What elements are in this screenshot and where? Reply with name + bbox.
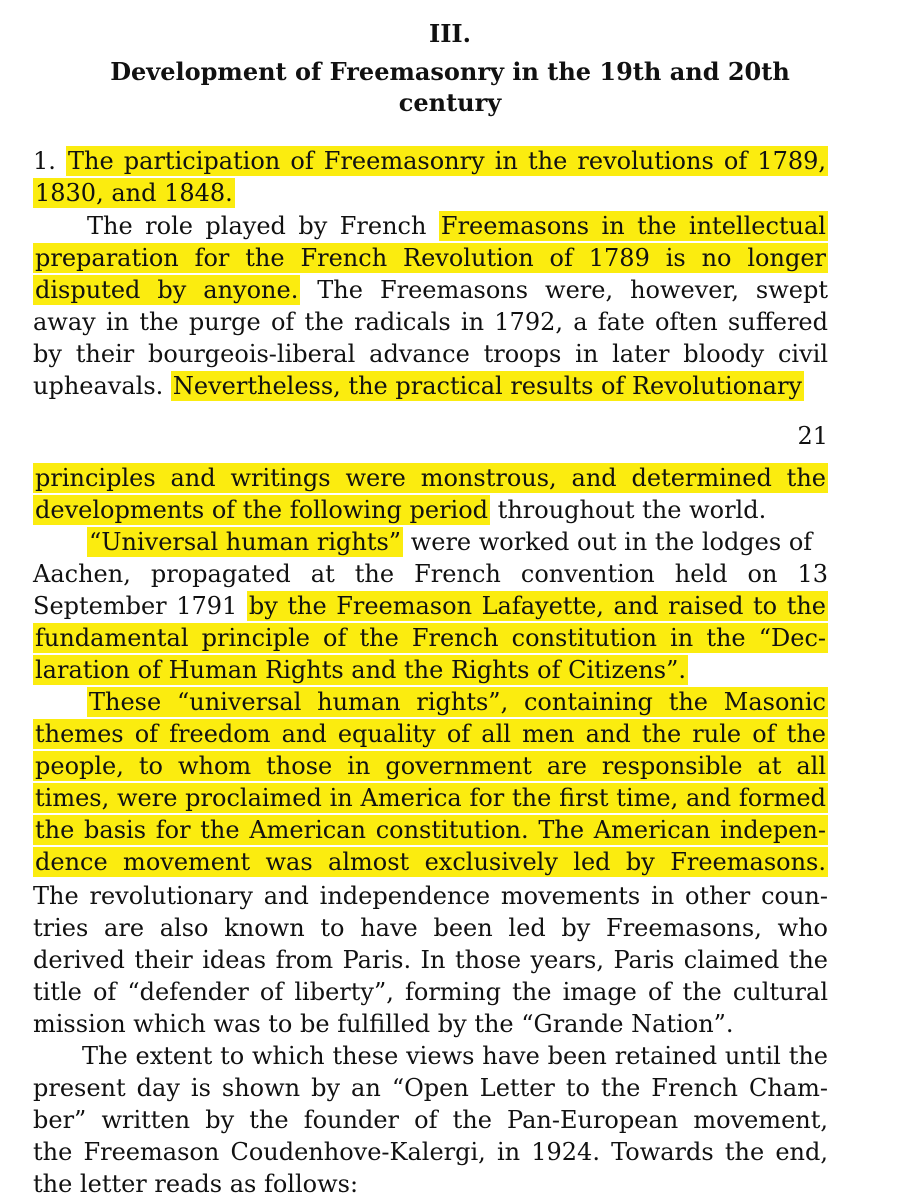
text-line	[33, 750, 828, 784]
text-line	[33, 306, 828, 340]
text-line	[33, 1168, 828, 1202]
text-line	[33, 814, 828, 848]
highlighted-text: “Universal human rights”	[89, 528, 402, 556]
text-line	[33, 370, 828, 404]
text-line	[33, 846, 828, 880]
text-segment: the Freemason Coudenhove-Kalergi, in 1924. Towards the end,	[33, 1138, 828, 1166]
text-segment: 1.	[33, 147, 67, 175]
highlighted-text: by the Freemason Lafayette, and raised to the	[248, 592, 826, 620]
text-segment: were worked out in the lodges of	[403, 528, 813, 556]
highlighted-text: The participation of Freemasonry in the revolutions of 1789,	[68, 147, 827, 175]
text-line	[33, 145, 828, 179]
highlighted-text: 1830, and 1848.	[35, 179, 233, 207]
text-line	[33, 338, 828, 372]
text-line	[33, 1136, 828, 1170]
highlighted-text: dence movement was almost exclusively led by Freemasons.	[35, 848, 826, 876]
text-line	[33, 274, 828, 308]
text-line	[87, 526, 828, 560]
text-segment: Aachen, propagated at the French convention held on 13	[33, 560, 828, 588]
highlighted-text: developments of the following period	[35, 496, 489, 524]
text-line	[87, 210, 828, 244]
text-segment: away in the purge of the radicals in 1792, a fate often suffered	[33, 308, 828, 336]
text-segment: by their bourgeois-liberal advance troops in later bloody civil	[33, 340, 828, 368]
highlighted-text: themes of freedom and equality of all men and the rule of the	[35, 720, 826, 748]
text-segment: The revolutionary and independence movements in other coun-	[33, 882, 828, 910]
text-line	[33, 242, 828, 276]
text-line	[33, 912, 828, 946]
highlighted-text: the basis for the American constitution. The American indepen-	[35, 816, 826, 844]
highlighted-text: disputed by anyone.	[35, 276, 299, 304]
text-segment: throughout the world.	[490, 496, 767, 524]
text-line	[33, 494, 828, 528]
highlighted-text: principles and writings were monstrous, and determined the	[35, 464, 826, 492]
text-line	[33, 880, 828, 914]
text-line	[33, 590, 828, 624]
highlighted-text: people, to whom those in government are responsible at all	[35, 752, 826, 780]
text-segment: The role played by French	[87, 212, 439, 240]
text-line	[87, 686, 828, 720]
text-line	[33, 1104, 828, 1138]
highlighted-text: times, were proclaimed in America for the first time, and formed	[35, 784, 826, 812]
highlighted-text: laration of Human Rights and the Rights of Citizens”.	[35, 656, 686, 684]
highlighted-text: Nevertheless, the practical results of Revolutionary	[172, 372, 802, 400]
text-segment: mission which was to be fulfilled by the “Grande Nation”.	[33, 1010, 734, 1038]
text-line	[33, 944, 828, 978]
text-line	[33, 782, 828, 816]
text-line	[33, 1072, 828, 1106]
text-segment: title of “defender of liberty”, forming the image of the cultural	[33, 978, 828, 1006]
page-number: 21	[797, 422, 828, 450]
chapter-title-line-1: Development of Freemasonry in the 19th and 20th	[110, 57, 790, 86]
text-line	[33, 718, 828, 752]
text-segment: ber” written by the founder of the Pan-European movement,	[33, 1106, 828, 1134]
text-line	[33, 622, 828, 656]
highlighted-text: preparation for the French Revolution of 1789 is no longer	[35, 244, 826, 272]
text-line	[33, 654, 828, 688]
highlighted-text: Freemasons in the intellectual	[440, 212, 826, 240]
text-line	[33, 558, 828, 592]
text-line	[33, 177, 828, 211]
text-line	[33, 976, 828, 1010]
chapter-number: III.	[428, 19, 472, 48]
text-segment: the letter reads as follows:	[33, 1170, 359, 1198]
highlighted-text: fundamental principle of the French constitution in the “Dec-	[35, 624, 826, 652]
text-segment: upheavals.	[33, 372, 171, 400]
text-segment: present day is shown by an “Open Letter to the French Cham-	[33, 1074, 828, 1102]
text-segment: tries are also known to have been led by Freemasons, who	[33, 914, 828, 942]
text-segment: The Freemasons were, however, swept	[300, 276, 828, 304]
chapter-title-line-2: century	[398, 88, 502, 117]
text-segment: September 1791	[33, 592, 247, 620]
text-line	[33, 1008, 828, 1042]
text-segment: The extent to which these views have been retained until the	[82, 1042, 828, 1070]
text-line	[33, 462, 828, 496]
highlighted-text: These “universal human rights”, containing the Masonic	[89, 688, 826, 716]
text-line	[82, 1040, 828, 1074]
text-segment: derived their ideas from Paris. In those years, Paris claimed the	[33, 946, 828, 974]
